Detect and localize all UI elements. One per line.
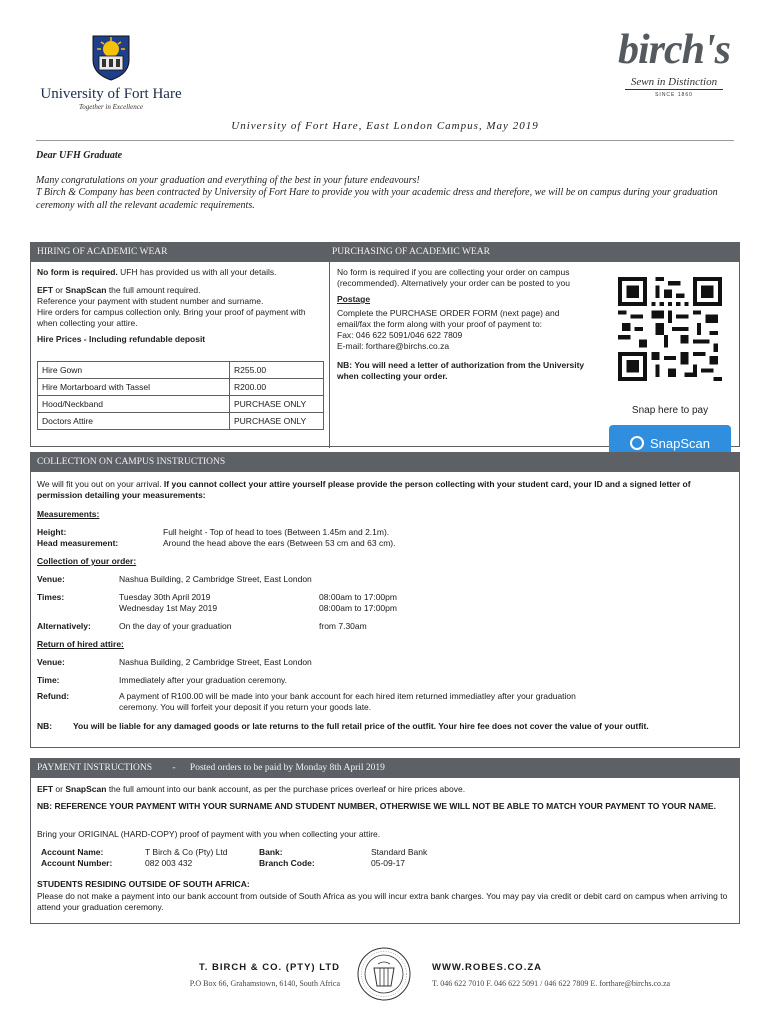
height-label: Height:	[37, 527, 67, 537]
nb-value: You will be liable for any damaged goods or late returns to the full retail price of the outfit. Your hire fee does not cover the value of your outfit.	[73, 721, 649, 731]
no-form-bold: No form is required.	[37, 267, 118, 277]
robes-seal-icon	[356, 946, 412, 1002]
table-row	[38, 362, 324, 379]
ufh-name: University of Fort Hare	[40, 86, 182, 102]
purchase-paragraph-2: Complete the PURCHASE ORDER FORM (next page) and email/fax the form along with your proof of payment to:	[337, 308, 560, 329]
payment-line-1-rest: the full amount into our bank account, as per the purchase prices overleaf or hire prices above.	[106, 784, 466, 794]
alternatively-time: from 7.30am	[319, 621, 367, 631]
table-row	[38, 396, 324, 413]
collection-intro	[37, 479, 727, 501]
account-number-value: 082 003 432	[145, 858, 193, 868]
head-label: Head measurement:	[37, 538, 119, 548]
alternatively-value: On the day of your graduation	[119, 621, 232, 631]
times-label: Times:	[37, 592, 65, 602]
price-item: Hood/Neckband	[38, 396, 230, 413]
branch-value: 05-09-17	[371, 858, 406, 868]
return-venue-label: Venue:	[37, 657, 65, 667]
footer-address: P.O Box 66, Grahamstown, 6140, South Africa	[189, 979, 340, 988]
time2-day: Wednesday 1st May 2019	[119, 603, 218, 613]
birchs-since: SINCE 1860	[655, 92, 693, 98]
hiring-heading-left: HIRING OF ACADEMIC WEAR	[37, 247, 168, 257]
payment-heading	[31, 759, 739, 778]
payment-nb: NB: REFERENCE YOUR PAYMENT WITH YOUR SURNAME AND STUDENT NUMBER, OTHERWISE WE WILL NOT BE ABLE TO MATCH YOUR PAYMENT TO YOUR NAME.	[37, 801, 716, 811]
payment-line-1	[37, 784, 727, 795]
payment-heading-title: PAYMENT INSTRUCTIONS	[37, 763, 152, 773]
payment-snapscan: SnapScan	[65, 784, 107, 794]
snap-here-label: Snap here to pay	[631, 405, 709, 416]
footer-website[interactable]: WWW.ROBES.CO.ZA	[432, 962, 542, 973]
reference-line: Reference your payment with student number and surname.	[37, 296, 264, 306]
intro-letter	[36, 150, 736, 212]
payment-heading-note: Posted orders to be paid by Monday 8th April 2019	[189, 763, 385, 773]
nb-label: NB:	[37, 721, 53, 731]
payment-heading-sep: -	[172, 763, 176, 773]
venue-label: Venue:	[37, 574, 65, 584]
return-venue-value: Nashua Building, 2 Cambridge Street, East London	[119, 657, 312, 667]
head-value: Around the head above the ears (Between 53 cm and 63 cm).	[163, 538, 396, 548]
or-text: or	[53, 285, 66, 295]
payment-or: or	[53, 784, 66, 794]
price-value: R255.00	[230, 362, 324, 379]
document-title: University of Fort Hare, East London Campus, May 2019	[231, 120, 539, 132]
return-time-label: Time:	[37, 675, 60, 685]
return-heading: Return of hired attire:	[37, 639, 124, 649]
table-row	[38, 413, 324, 430]
collection-order-heading: Collection of your order:	[37, 556, 137, 566]
no-form-line	[37, 267, 327, 278]
no-form-rest: UFH has provided us with all your details.	[117, 267, 277, 277]
prices-heading: Hire Prices - Including refundable deposit	[37, 334, 206, 344]
birchs-logo	[606, 28, 742, 98]
hiring-divider	[329, 262, 330, 448]
hiring-section	[30, 242, 740, 451]
greeting: Dear UFH Graduate	[36, 150, 123, 161]
title-rule	[36, 140, 734, 141]
collection-intro-bold: If you cannot collect your attire yourself please provide the person collecting with your student card, your ID and a signed letter of permission detailing your measurements:	[37, 479, 691, 500]
price-value: PURCHASE ONLY	[230, 413, 324, 430]
table-row	[38, 379, 324, 396]
bank-label: Bank:	[259, 847, 283, 857]
price-item: Hire Mortarboard with Tassel	[38, 379, 230, 396]
alternatively-label: Alternatively:	[37, 621, 91, 631]
intro-line-2: T Birch & Company has been contracted by University of Fort Hare to provide you with your academic dress and therefore, we will be on campus during your graduation ceremony with all the relevant academic requirements.	[36, 187, 718, 211]
return-time-value: Immediately after your graduation ceremony.	[119, 675, 288, 685]
ufh-logo	[36, 34, 186, 111]
footer-contact-block	[432, 962, 752, 988]
outside-heading: STUDENTS RESIDING OUTSIDE OF SOUTH AFRICA:	[37, 879, 250, 889]
outside-text: Please do not make a payment into our bank account from outside of South Africa as you will incur extra bank charges. You may pay via credit or debit card on campus when arriving to attend your graduation ceremony.	[37, 891, 728, 912]
collection-heading: COLLECTION ON CAMPUS INSTRUCTIONS	[31, 453, 739, 472]
price-value: R200.00	[230, 379, 324, 396]
snapscan-qr-panel[interactable]	[609, 269, 731, 451]
footer-company-block	[160, 962, 340, 988]
eft-line	[37, 285, 327, 296]
birchs-tagline: Sewn in Distinction	[625, 76, 723, 90]
measurements-heading: Measurements:	[37, 509, 100, 519]
snapscan-text: SnapScan	[65, 285, 107, 295]
refund-label: Refund:	[37, 691, 70, 701]
payment-section	[30, 758, 740, 924]
qr-code-icon[interactable]	[618, 277, 722, 381]
snapscan-icon	[630, 436, 644, 450]
venue-value: Nashua Building, 2 Cambridge Street, East London	[119, 574, 312, 584]
footer-company: T. BIRCH & CO. (PTY) LTD	[199, 962, 340, 973]
price-value: PURCHASE ONLY	[230, 396, 324, 413]
postage-heading: Postage	[337, 294, 371, 304]
collection-intro-normal: We will fit you out on your arrival.	[37, 479, 164, 489]
fax-line: Fax: 046 622 5091/046 622 7809	[337, 330, 463, 340]
bank-value: Standard Bank	[371, 847, 428, 857]
refund-value: A payment of R100.00 will be made into your bank account for each hired item returned immediatley after your graduation ceremony. You will forfeit your deposit if you return your goods late.	[119, 691, 576, 712]
payment-bring: Bring your ORIGINAL (HARD-COPY) proof of payment with you when collecting your attire.	[37, 829, 381, 839]
birchs-wordmark: birch's	[617, 27, 731, 73]
time1-day: Tuesday 30th April 2019	[119, 592, 211, 602]
payment-eft: EFT	[37, 784, 54, 794]
snapscan-button-label: SnapScan	[650, 436, 710, 451]
ufh-crest-icon	[89, 34, 133, 82]
branch-label: Branch Code:	[259, 858, 315, 868]
hiring-left-column	[37, 267, 327, 345]
email-line: E-mail: forthare@birchs.co.za	[337, 341, 450, 351]
purchase-paragraph-1: No form is required if you are collecting your order on campus (recommended). Alternatively your order can be posted to you	[337, 267, 570, 288]
eft-text: EFT	[37, 285, 54, 295]
hire-price-table	[37, 361, 324, 430]
account-name-label: Account Name:	[41, 847, 104, 857]
footer-contacts: T. 046 622 7010 F. 046 622 5091 / 046 622 7809 E. forthare@birchs.co.za	[432, 979, 671, 988]
purchasing-column	[337, 267, 587, 382]
authorization-note: NB: You will need a letter of authorization from the University when collecting your order.	[337, 360, 585, 381]
intro-line-1: Many congratulations on your graduation and everything of the best in your future endeavours!	[36, 174, 420, 186]
time1-hours: 08:00am to 17:00pm	[319, 592, 397, 602]
account-name-value: T Birch & Co (Pty) Ltd	[145, 847, 228, 857]
account-number-label: Account Number:	[41, 858, 113, 868]
height-value: Full height - Top of head to toes (Between 1.45m and 2.1m).	[163, 527, 390, 537]
pay-full-text: the full amount required.	[106, 285, 201, 295]
collect-line: Hire orders for campus collection only. Bring your proof of payment with when collecting your attire.	[37, 307, 306, 328]
purchasing-heading: PURCHASING OF ACADEMIC WEAR	[332, 247, 490, 257]
hiring-heading	[31, 243, 739, 262]
collection-section	[30, 452, 740, 748]
time2-hours: 08:00am to 17:00pm	[319, 603, 397, 613]
price-item: Hire Gown	[38, 362, 230, 379]
price-item: Doctors Attire	[38, 413, 230, 430]
ufh-motto: Together in Excellence	[79, 103, 143, 111]
